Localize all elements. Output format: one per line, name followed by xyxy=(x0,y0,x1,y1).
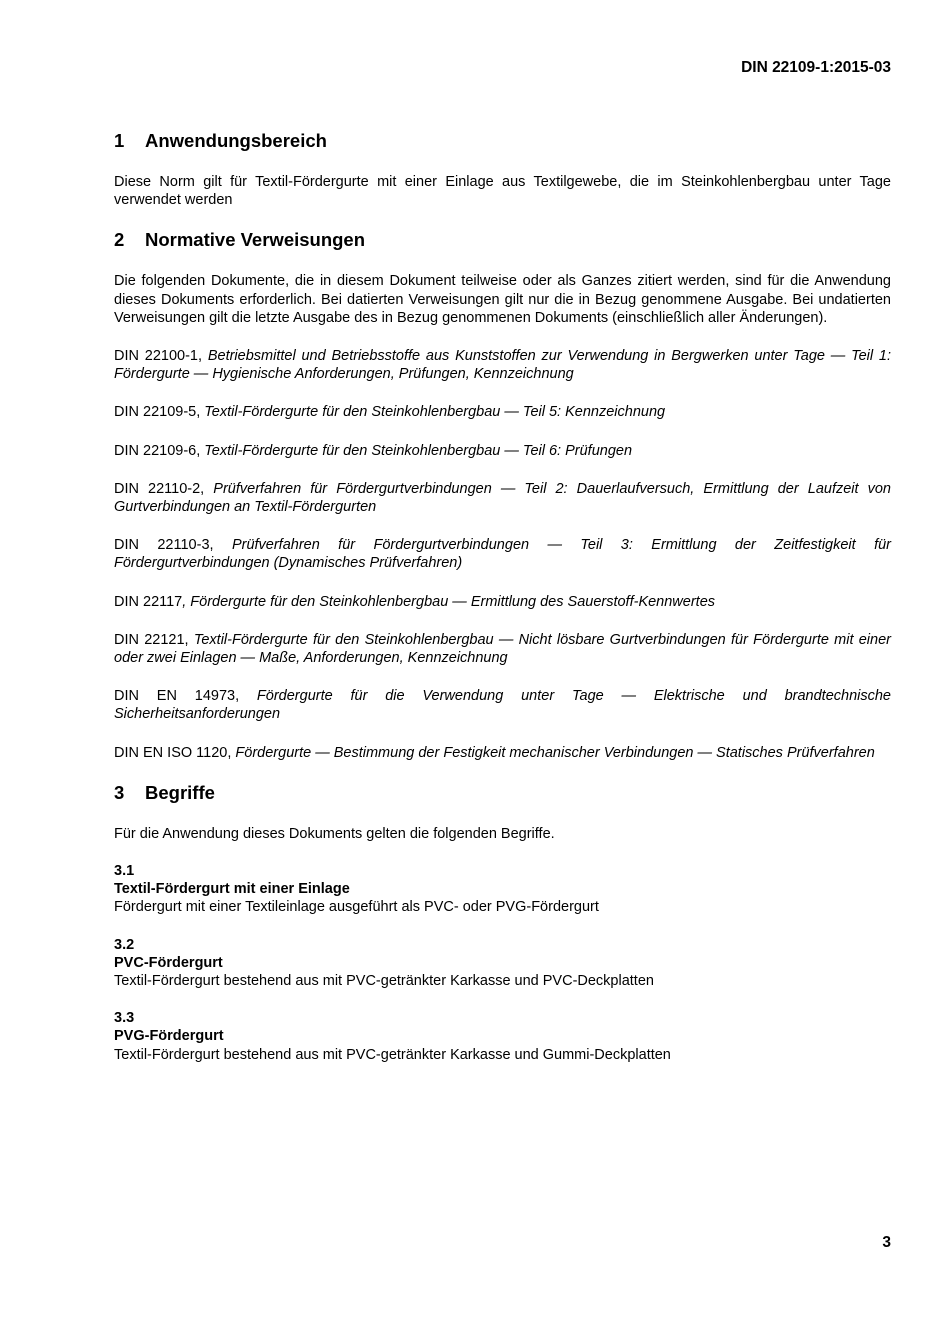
reference-code: DIN 22121, xyxy=(114,631,194,648)
reference-title: , Fördergurte für den Steinkohlenbergbau — Ermittlung des Sauerstoff-Kennwertes xyxy=(182,593,716,610)
reference-entry xyxy=(114,480,891,516)
reference-code: DIN 22109-5, xyxy=(114,404,205,421)
term-title: PVC-Fördergurt xyxy=(114,954,223,971)
term-definition: Textil-Fördergurt bestehend aus mit PVC-getränkter Karkasse und Gummi-Deckplatten xyxy=(114,1046,671,1063)
document-id: DIN 22109-1:2015-03 xyxy=(741,59,891,76)
reference-title: Prüfverfahren für Fördergurtverbindungen — Teil 3: Ermittlung der Zeitfestigkeit für Fördergurtverbindungen (Dynamisches Prüfverfahren) xyxy=(114,537,891,572)
reference-title: Fördergurte — Bestimmung der Festigkeit mechanischer Verbindungen — Statisches Prüfverfahren xyxy=(235,744,875,761)
reference-code: DIN 22110-2, xyxy=(114,480,214,497)
reference-code: DIN 22109-6, xyxy=(114,442,205,459)
term-definition: Fördergurt mit einer Textileinlage ausgeführt als PVC- oder PVG-Fördergurt xyxy=(114,899,599,916)
term-entry xyxy=(114,936,891,991)
reference-entry xyxy=(114,631,891,667)
reference-title: Textil-Fördergurte für den Steinkohlenbergbau — Nicht lösbare Gurtverbindungen für Fördergurte mit einer oder zwei Einlagen — Maße, Anforderungen, Kennzeichnung xyxy=(114,631,891,667)
section-heading-2 xyxy=(114,229,891,251)
reference-entry xyxy=(114,744,891,762)
reference-entry xyxy=(114,442,891,460)
section-3-text: Für die Anwendung dieses Dokuments gelten die folgenden Begriffe. xyxy=(114,825,555,842)
term-entry xyxy=(114,862,891,917)
section-heading-1 xyxy=(114,130,891,152)
term-definition: Textil-Fördergurt bestehend aus mit PVC-getränkter Karkasse und PVC-Deckplatten xyxy=(114,973,654,990)
section-heading-3 xyxy=(114,782,891,804)
term-number: 3.1 xyxy=(114,863,135,880)
page-number: 3 xyxy=(882,1234,891,1251)
term-title: Textil-Fördergurt mit einer Einlage xyxy=(114,881,350,898)
section-number: 1 xyxy=(114,130,125,151)
section-2-text: Die folgenden Dokumente, die in diesem Dokument teilweise oder als Ganzes zitiert werden, sind für die Anwendung dieses Dokuments erforderlich. Bei datierten Verweisungen gilt nur die in Bezug genommene Ausgabe. Bei undatierten Verweisungen gilt die letzte Ausgabe des in Bezug genommenen Dokuments (einschließlich aller Änderungen). xyxy=(114,273,891,326)
section-1-text: Diese Norm gilt für Textil-Fördergurte mit einer Einlage aus Textilgewebe, die im Steinkohlenbergbau unter Tage verwendet werden xyxy=(114,174,891,209)
section-title: Anwendungsbereich xyxy=(145,130,327,151)
term-title: PVG-Fördergurt xyxy=(114,1028,224,1045)
reference-title: Textil-Fördergurte für den Steinkohlenbergbau — Teil 6: Prüfungen xyxy=(204,442,633,459)
document-body xyxy=(114,130,891,1064)
reference-entry xyxy=(114,687,891,723)
reference-code: DIN 22100-1, xyxy=(114,348,208,365)
reference-code: DIN 22110-3, xyxy=(114,537,232,554)
reference-title: Textil-Fördergurte für den Steinkohlenbergbau — Teil 5: Kennzeichnung xyxy=(204,404,666,421)
section-title: Normative Verweisungen xyxy=(145,229,366,251)
reference-title: Betriebsmittel und Betriebsstoffe aus Kunststoffen zur Verwendung in Bergwerken unter Tage — Teil 1: Fördergurte — Hygienische Anforderungen, Prüfungen, Kennzeichnung xyxy=(114,348,891,383)
reference-entry xyxy=(114,403,891,421)
term-number: 3.3 xyxy=(114,1010,135,1027)
term-entry xyxy=(114,1009,891,1064)
reference-code: DIN EN ISO 1120, xyxy=(114,744,236,761)
reference-entry xyxy=(114,536,891,572)
section-number: 3 xyxy=(114,781,125,803)
reference-title: Prüfverfahren für Fördergurtverbindungen — Teil 2: Dauerlaufversuch, Ermittlung der Laufzeit von Gurtverbindungen an Textil-Fördergurten xyxy=(114,480,891,516)
reference-code: DIN 22117 xyxy=(114,593,183,610)
section-title: Begriffe xyxy=(145,781,215,803)
reference-entry xyxy=(114,347,891,383)
reference-title: Fördergurte für die Verwendung unter Tage — Elektrische und brandtechnische Sicherheitsanforderungen xyxy=(114,688,891,723)
reference-code: DIN EN 14973, xyxy=(114,688,257,705)
section-number: 2 xyxy=(114,229,125,251)
reference-entry xyxy=(114,593,891,611)
term-number: 3.2 xyxy=(114,936,135,953)
